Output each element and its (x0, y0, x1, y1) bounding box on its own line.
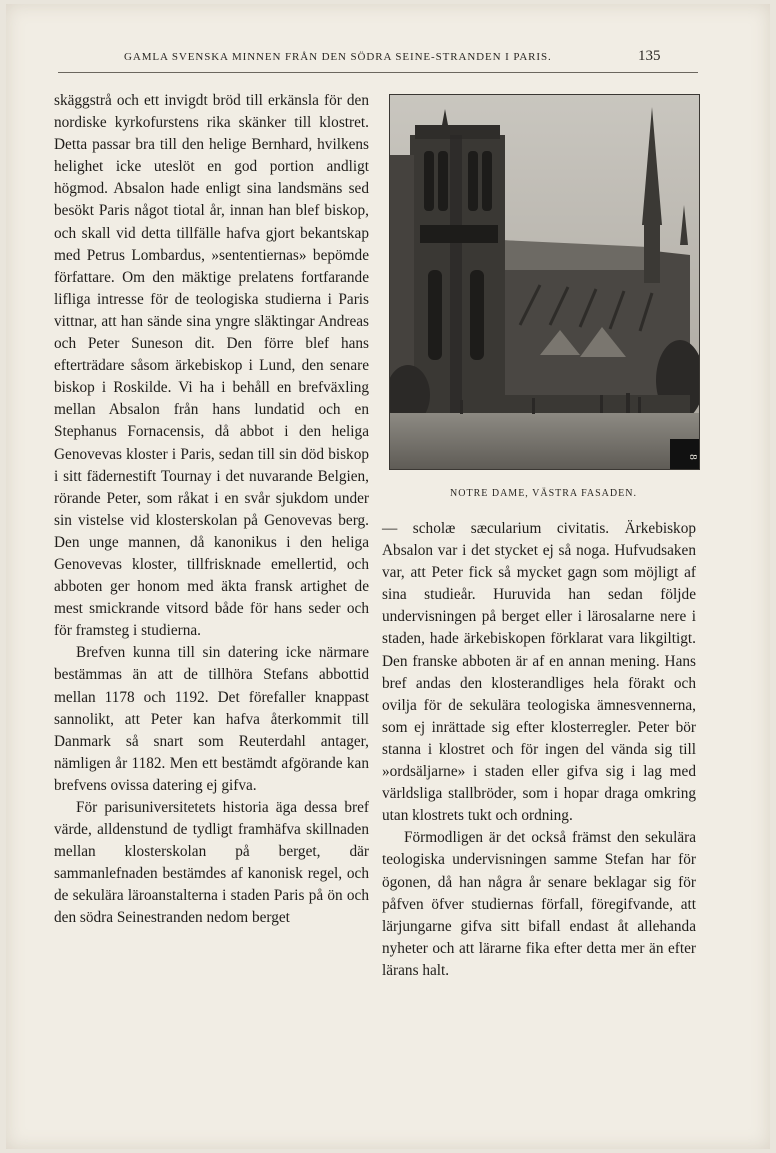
header-rule (58, 72, 698, 73)
cathedral-illustration (390, 95, 699, 469)
notre-dame-photo (389, 94, 700, 470)
paragraph-4: — scholæ sæcularium civitatis. Ärkebiskop Absalon var i det stycket ej så noga. Hufvudsaken var, att Peter fick så mycket gagn som möjligt af sina studieår. Huruvida han sedan följde undervisningen på berget eller i lärosalarne nere i staden, hade ärkebiskopen förklarat vara likgiltigt. Den franske abboten är af en annan mening. Hans bref andas den klosterandliges hela förakt och ovilja för de sekulära teologiska ämnesvennerna, som ej inrättade sig efter klosterregler. Peter bör stanna i klostret och för ingen del vända sig till »ordsäljarne» i staden eller gifva sig i lag med världsliga stallbröder, som i hopar draga omkring utan klostrets tukt och ordning. (382, 520, 696, 825)
paragraph-2: Brefven kunna till sin datering icke närmare bestämmas än att de tillhöra Stefans abbottid mellan 1178 och 1192. Det förefaller knappast sannolikt, att Peter kan hafva återkommit till Danmark så snart som Reuterdahl antager, nämligen år 1182. Men ett bestämdt afgörande kan brefvens ovissa datering ej gifva. (54, 644, 369, 794)
figure-caption: NOTRE DAME, VÄSTRA FASADEN. (450, 488, 637, 499)
left-text-column (54, 90, 369, 930)
right-text-column (382, 518, 696, 982)
paragraph-1: skäggstrå och ett invigdt bröd till erkänsla för den nordiske kyrkofurstens rika skänker till klostret. Detta passar bra till den helige Bernhard, hvilkens helighet icke uteslöt en god portion andligt högmod. Absalon hade enligt sina landsmäns sed besökt Paris något tiotal år, innan han blef biskop, och skall vid detta tillfälle hafva gjort bekantskap med Petrus Lombardus, »sententiernas» beрömde författare. Om den mäktige prelatens fortfarande lifliga intresse för de teologiska studierna i Paris vittnar, att han sände sina yngre släktingar Andreas och Peter Suneson dit. Den förre blef hans efterträdare såsom ärkebiskop i Lund, den senare biskop i Roskilde. Vi ha i behåll en brefväxling mellan Absalon från hans lundatid och en Stephanus Fornacensis, då abbot i den heliga Genovevas kloster i Paris, sedan till sin död biskop i sitt fädernestift Tournay i det nuvarande Belgien, rörande Peter, som råkat i en svår sjukdom under sin vistelse vid klosterskolan på Genovevas berg. Den unge mannen, då kanonikus i den heliga Genovevas kloster, tillfrisknade emellertid, och abboten ger honom med äkta fransk artighet de mest smickrande vitsord både för hans seder och för framsteg i studierna. (54, 92, 369, 640)
photo-mark: 8 (686, 454, 699, 460)
book-page (6, 4, 770, 1149)
paragraph-5: Förmodligen är det också främst den sekulära teologiska undervisningen samme Stefan har för ögonen, då han några år senare beklagar sig för påfven öfver studiernas förfall, föregifvande, att lärjungarne gifva sitt bifall endast åt allehanda nyheter och att lärarne fika efter detta mer än efter lärans halt. (382, 829, 696, 979)
running-title: GAMLA SVENSKA MINNEN FRÅN DEN SÖDRA SEINE-STRANDEN I PARIS. (124, 51, 552, 63)
page-number: 135 (638, 48, 661, 64)
paragraph-3: För parisuniversitetets historia äga dessa bref värde, alldenstund de tydligt framhäfva skillnaden mellan klosterskolan på berget, där sammanlefnaden bestämdes af kanonisk regel, och de sekulära läroanstalterna i staden Paris på ön och den södra Seinestranden nedom berget (54, 799, 369, 927)
